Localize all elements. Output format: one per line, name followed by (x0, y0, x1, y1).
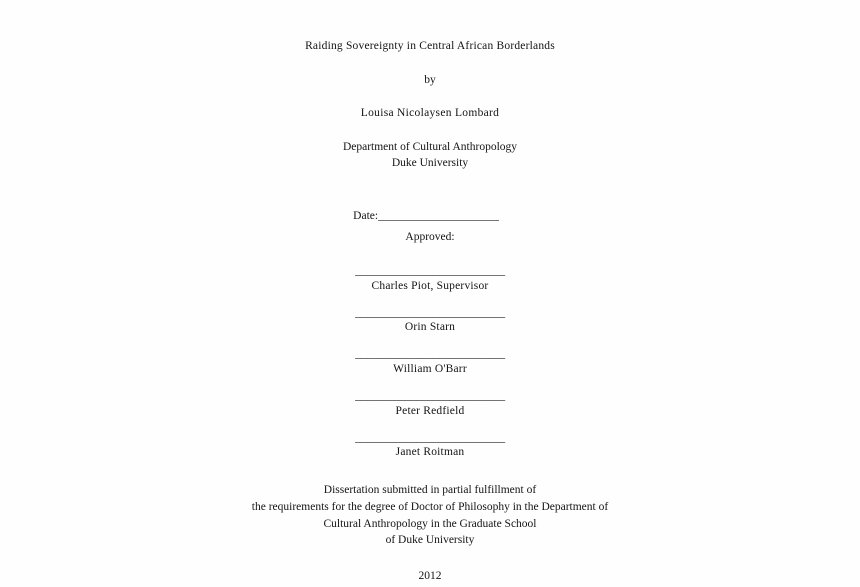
page-title: Raiding Sovereignty in Central African Borderlands (305, 40, 555, 52)
signature-name: William O'Barr (393, 363, 467, 376)
signature-rule: ___________________________ (355, 390, 505, 403)
signature-rule: ___________________________ (355, 431, 505, 444)
signature-rule: ___________________________ (355, 306, 505, 319)
date-field: Date:_____________________ (353, 210, 499, 223)
signature-block (0, 432, 860, 459)
committee-signatures (0, 265, 860, 458)
signature-block (0, 265, 860, 292)
by-label: by (424, 74, 436, 87)
statement-line-2: the requirements for the degree of Doctor of Philosophy in the Department of (251, 501, 609, 513)
signature-block (0, 348, 860, 375)
signature-rule: ___________________________ (355, 348, 505, 361)
signature-name: Charles Piot, Supervisor (371, 279, 489, 292)
statement-line-1: Dissertation submitted in partial fulfillment of (323, 484, 537, 497)
statement-line-3: Cultural Anthropology in the Graduate School (323, 517, 537, 530)
department-line-1: Department of Cultural Anthropology (342, 141, 518, 154)
signature-block (0, 307, 860, 334)
submission-statement (0, 482, 860, 549)
signature-name: Janet Roitman (395, 446, 465, 459)
department-line-2: Duke University (391, 156, 469, 169)
approved-label: Approved: (405, 231, 455, 244)
signature-block (0, 390, 860, 417)
publication-year: 2012 (418, 570, 442, 583)
date-block (0, 206, 860, 243)
signature-name: Peter Redfield (395, 404, 465, 417)
author-name: Louisa Nicolaysen Lombard (360, 107, 500, 120)
department-block (0, 140, 860, 171)
title-block (0, 0, 860, 119)
signature-name: Orin Starn (404, 321, 456, 334)
statement-line-4: of Duke University (385, 534, 475, 547)
signature-rule: ___________________________ (355, 265, 505, 278)
